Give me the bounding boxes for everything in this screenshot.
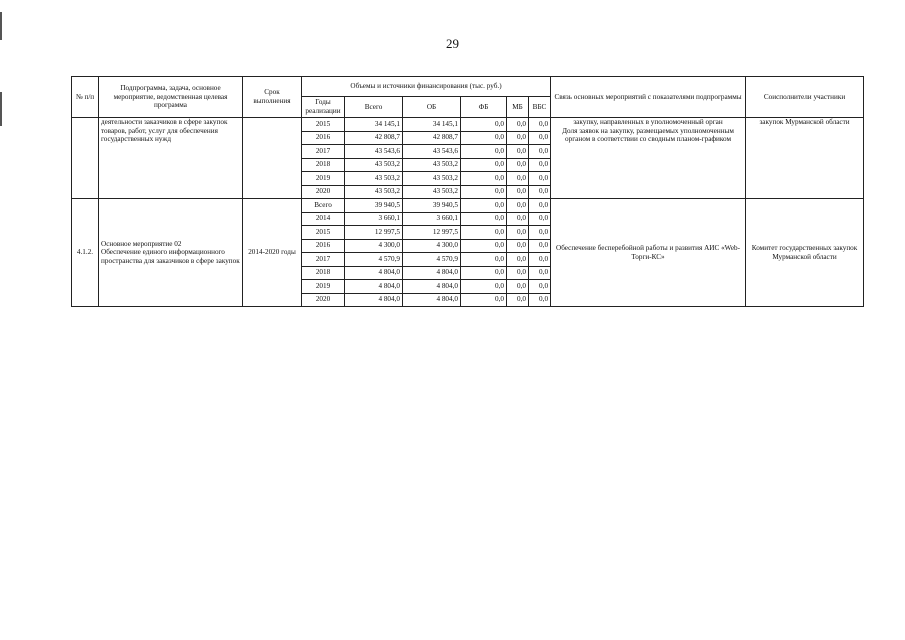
ob-cell: 3 660,1 [403,212,461,226]
total-cell: 4 804,0 [345,293,403,307]
year-cell: Всего [302,199,345,213]
header-vbs: ВБС [529,97,551,118]
year-cell: 2016 [302,131,345,145]
vbs-cell: 0,0 [529,172,551,186]
ob-cell: 4 300,0 [403,239,461,253]
total-cell: 4 300,0 [345,239,403,253]
vbs-cell: 0,0 [529,266,551,280]
fb-cell: 0,0 [461,239,507,253]
year-cell: 2018 [302,266,345,280]
header-executors: Соисполнители участники [746,77,864,118]
margin-mark-bottom [0,92,2,126]
year-cell: 2020 [302,185,345,199]
year-cell: 2019 [302,172,345,186]
vbs-cell: 0,0 [529,145,551,159]
mb-cell: 0,0 [507,266,529,280]
total-cell: 4 570,9 [345,253,403,267]
ob-cell: 43 543,6 [403,145,461,159]
year-cell: 2019 [302,280,345,294]
header-num: № п/п [72,77,99,118]
vbs-cell: 0,0 [529,280,551,294]
total-cell: 42 808,7 [345,131,403,145]
row-number-cell [72,118,99,199]
executors-cell: закупок Мурманской области [746,118,864,199]
mb-cell: 0,0 [507,131,529,145]
fb-cell: 0,0 [461,266,507,280]
vbs-cell: 0,0 [529,293,551,307]
term-cell [243,118,302,199]
mb-cell: 0,0 [507,239,529,253]
header-ob: ОБ [403,97,461,118]
total-cell: 34 145,1 [345,118,403,132]
total-cell: 43 503,2 [345,158,403,172]
fb-cell: 0,0 [461,131,507,145]
mb-cell: 0,0 [507,185,529,199]
year-cell: 2015 [302,118,345,132]
fb-cell: 0,0 [461,280,507,294]
total-cell: 12 997,5 [345,226,403,240]
fb-cell: 0,0 [461,293,507,307]
table-row [72,118,864,132]
financing-table [71,76,864,307]
fb-cell: 0,0 [461,212,507,226]
header-total: Всего [345,97,403,118]
year-cell: 2020 [302,293,345,307]
table-row [72,199,864,213]
vbs-cell: 0,0 [529,212,551,226]
row-number-cell: 4.1.2. [72,199,99,307]
mb-cell: 0,0 [507,158,529,172]
fb-cell: 0,0 [461,185,507,199]
program-name-cell: Основное мероприятие 02 Обеспечение единого информационного пространства для заказчиков в сфере закупок [99,199,243,307]
vbs-cell: 0,0 [529,253,551,267]
vbs-cell: 0,0 [529,199,551,213]
ob-cell: 4 804,0 [403,266,461,280]
ob-cell: 12 997,5 [403,226,461,240]
year-cell: 2018 [302,158,345,172]
mb-cell: 0,0 [507,253,529,267]
fb-cell: 0,0 [461,226,507,240]
year-cell: 2017 [302,253,345,267]
program-name-cell: деятельности заказчиков в сфере закупок товаров, работ, услуг для обеспечения государственных нужд [99,118,243,199]
mb-cell: 0,0 [507,293,529,307]
executors-cell: Комитет государственных закупок Мурманской области [746,199,864,307]
vbs-cell: 0,0 [529,239,551,253]
ob-cell: 4 804,0 [403,280,461,294]
mb-cell: 0,0 [507,280,529,294]
header-funding: Объемы и источники финансирования (тыс. руб.) [302,77,551,97]
mb-cell: 0,0 [507,172,529,186]
header-mb: МБ [507,97,529,118]
fb-cell: 0,0 [461,199,507,213]
mb-cell: 0,0 [507,145,529,159]
ob-cell: 42 808,7 [403,131,461,145]
fb-cell: 0,0 [461,118,507,132]
vbs-cell: 0,0 [529,185,551,199]
vbs-cell: 0,0 [529,131,551,145]
header-fb: ФБ [461,97,507,118]
vbs-cell: 0,0 [529,226,551,240]
vbs-cell: 0,0 [529,118,551,132]
ob-cell: 43 503,2 [403,185,461,199]
total-cell: 3 660,1 [345,212,403,226]
fb-cell: 0,0 [461,253,507,267]
mb-cell: 0,0 [507,199,529,213]
year-cell: 2015 [302,226,345,240]
page-number: 29 [446,36,459,51]
year-cell: 2017 [302,145,345,159]
fb-cell: 0,0 [461,158,507,172]
total-cell: 4 804,0 [345,266,403,280]
term-cell: 2014-2020 годы [243,199,302,307]
year-cell: 2014 [302,212,345,226]
ob-cell: 4 804,0 [403,293,461,307]
ob-cell: 43 503,2 [403,158,461,172]
header-years: Годы реализации [302,97,345,118]
ob-cell: 39 940,5 [403,199,461,213]
total-cell: 39 940,5 [345,199,403,213]
mb-cell: 0,0 [507,118,529,132]
total-cell: 43 503,2 [345,185,403,199]
year-cell: 2016 [302,239,345,253]
ob-cell: 34 145,1 [403,118,461,132]
fb-cell: 0,0 [461,172,507,186]
ob-cell: 4 570,9 [403,253,461,267]
total-cell: 4 804,0 [345,280,403,294]
mb-cell: 0,0 [507,226,529,240]
indicator-link-cell: закупку, направленных в уполномоченный орган Доля заявок на закупку, размещаемых уполномоченным органом в соответствии со сводным планом-графиком [551,118,746,199]
margin-mark-top [0,12,2,40]
ob-cell: 43 503,2 [403,172,461,186]
vbs-cell: 0,0 [529,158,551,172]
fb-cell: 0,0 [461,145,507,159]
header-term: Срок выполнения [243,77,302,118]
total-cell: 43 503,2 [345,172,403,186]
header-link: Связь основных мероприятий с показателями подпрограммы [551,77,746,118]
header-program: Подпрограмма, задача, основное мероприятие, ведомственная целевая программа [99,77,243,118]
total-cell: 43 543,6 [345,145,403,159]
indicator-link-cell: Обеспечение бесперебойной работы и развития АИС «Web-Торги-КС» [551,199,746,307]
mb-cell: 0,0 [507,212,529,226]
